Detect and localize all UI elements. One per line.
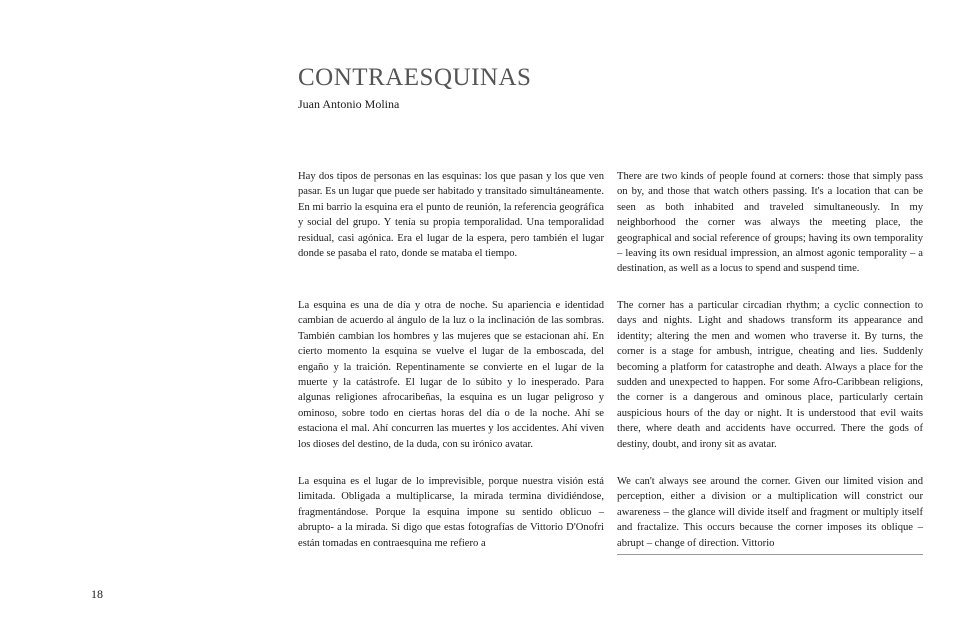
spanish-paragraph-2: La esquina es una de día y otra de noche. Su apariencia e identidad cambian de acuerdo al ángulo de la luz o la inclinación de las sombras. También cambian los hombres y las mujeres que se estacionan ahí. En cierto momento la esquina se vuelve el lugar de la emboscada, del engaño y la traición. Repentinamente se convierte en el lugar de la muerte y la catástrofe. El lugar de lo súbito y lo inesperado. Para algunas religiones afrocaribeñas, la esquina es un lugar peligroso y ominoso, sobre todo en ciertas horas del día o de la noche. Ahí se estaciona el mal. Ahí concurren las muertes y los accidentes. Ahí viven los dioses del destino, de la duda, con su irónico avatar. <box>298 300 604 450</box>
english-paragraph-1: There are two kinds of people found at corners: those that simply pass on by, and those that watch others passing. It's a location that can be seen as both inhabited and traveled simultaneously. In my neighborhood the corner was always the meeting place, the geographical and social reference of groups; having its own temporality – leaving its own residual impression, an almost agonic temporality – a destination, as well as a locus to spend and suspend time. <box>617 171 923 275</box>
english-paragraph-3: We can't always see around the corner. Given our limited vision and perception, either a division or a multiplication will constrict our awareness – the glance will divide itself and fragment or multiply itself and fractalize. This occurs because the corner imposes its oblique – abrupt – change of direction. Vittorio <box>617 476 923 549</box>
page-number: 18 <box>91 587 103 601</box>
english-paragraph-2: The corner has a particular circadian rhythm; a cyclic connection to days and nights. Light and shadows transform its appearance and identity; altering the men and women who traverse it. By turns, the corner is a stage for ambush, intrigue, cheating and lies. Suddenly becoming a platform for catastrophe and death. Always a place for the sudden and unexpected to happen. For some Afro-Caribbean religions, the corner is a dangerous and ominous place, particularly certain auspicious hours of the day or night. It is understood that evil waits there, where death and accidents have occurred. There the gods of destiny, doubt, and irony sit as avatar. <box>617 300 923 450</box>
column-divider-rule <box>617 554 923 555</box>
spanish-paragraph-3: La esquina es el lugar de lo imprevisible, porque nuestra visión está limitada. Obligada a multiplicarse, la mirada termina dividiéndose, fragmentándose. Porque la esquina impone su sentido oblicuo –abrupto- a la mirada. Si digo que estas fotografías de Vittorio D'Onofri están tomadas en contraesquina me refiero a <box>298 476 604 549</box>
spanish-paragraph-1: Hay dos tipos de personas en las esquinas: los que pasan y los que ven pasar. Es un lugar que puede ser habitado y transitado simultáneamente. En mi barrio la esquina era el punto de reunión, la referencia geográfica y social del grupo. Y tenía su propia temporalidad. Una temporalidad residual, casi agónica. Era el lugar de la espera, pero también el lugar donde se pasaba el rato, donde se mataba el tiempo. <box>298 171 604 260</box>
article-author: Juan Antonio Molina <box>298 97 400 111</box>
article-title: CONTRAESQUINAS <box>298 64 532 91</box>
